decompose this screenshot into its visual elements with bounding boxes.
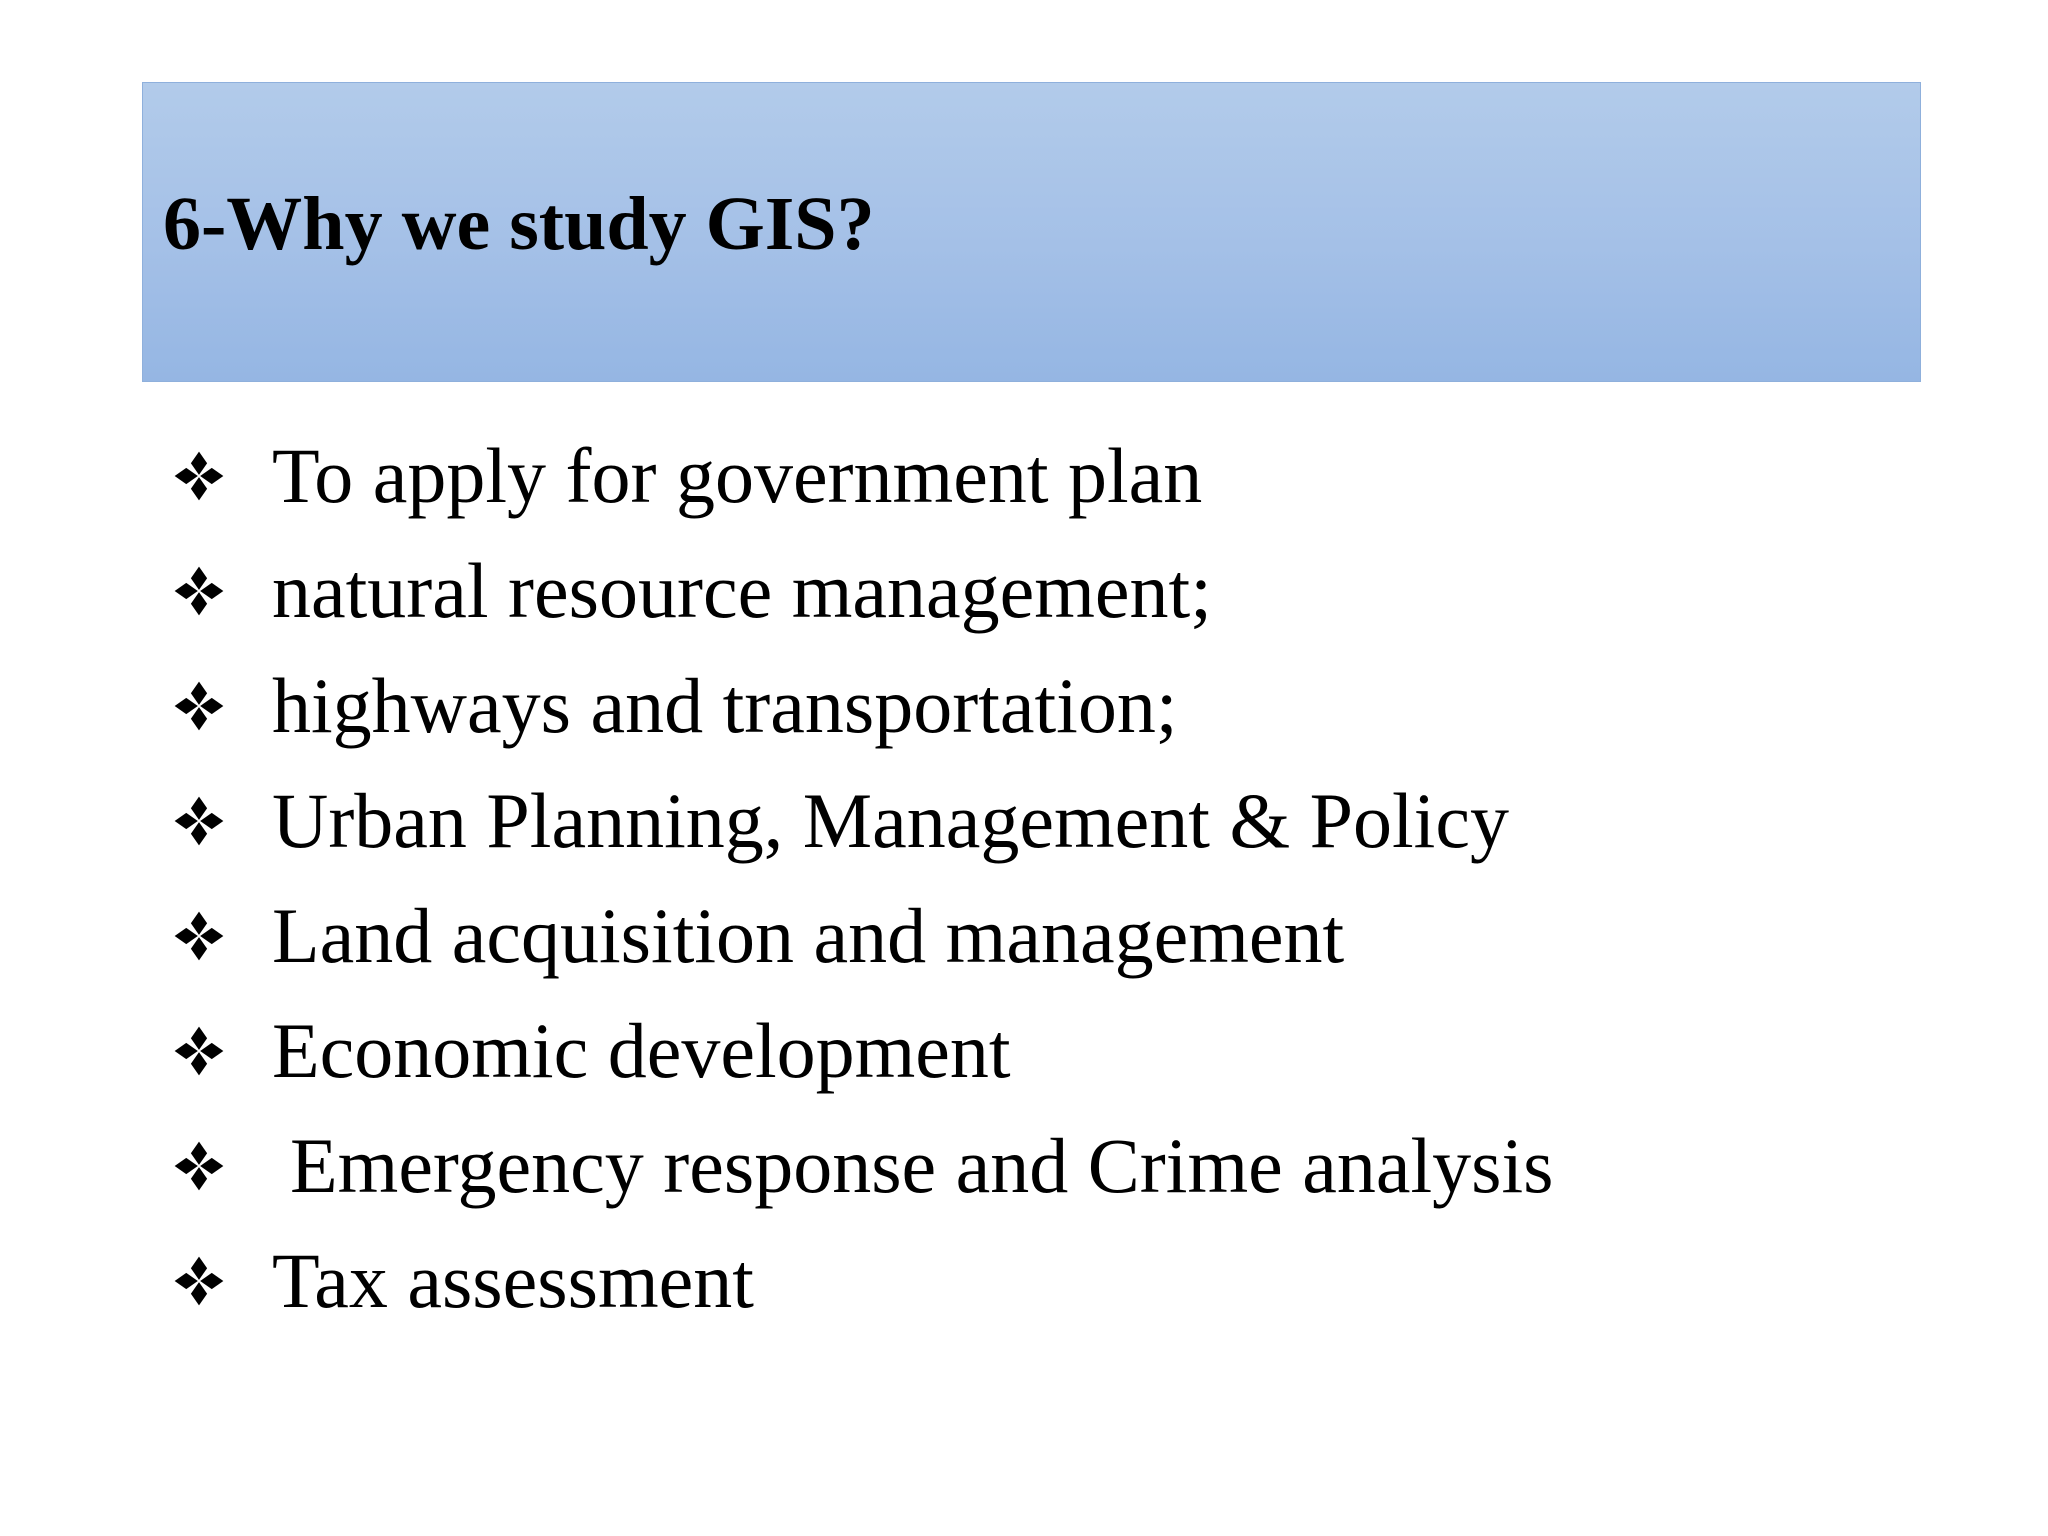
four-diamond-bullet-icon xyxy=(170,562,228,620)
list-item xyxy=(170,418,1554,533)
four-diamond-bullet-icon xyxy=(170,907,228,965)
four-diamond-bullet-icon xyxy=(170,1252,228,1310)
four-diamond-bullet-icon xyxy=(170,677,228,735)
bullet-list xyxy=(170,418,1554,1338)
title-box xyxy=(142,82,1921,382)
four-diamond-bullet-icon xyxy=(170,1137,228,1195)
list-item xyxy=(170,763,1554,878)
slide-title: 6-Why we study GIS? xyxy=(163,182,875,266)
bullet-text: Tax assessment xyxy=(272,1236,754,1324)
bullet-text: Emergency response and Crime analysis xyxy=(290,1121,1554,1209)
list-item xyxy=(170,993,1554,1108)
bullet-text: natural resource management; xyxy=(272,546,1212,634)
four-diamond-bullet-icon xyxy=(170,792,228,850)
list-item xyxy=(170,648,1554,763)
four-diamond-bullet-icon xyxy=(170,447,228,505)
four-diamond-bullet-icon xyxy=(170,1022,228,1080)
list-item xyxy=(170,1108,1554,1223)
bullet-text: highways and transportation; xyxy=(272,661,1178,749)
bullet-text: Land acquisition and management xyxy=(272,891,1345,979)
list-item xyxy=(170,533,1554,648)
list-item xyxy=(170,1223,1554,1338)
bullet-text: Urban Planning, Management & Policy xyxy=(272,776,1509,864)
bullet-text: Economic development xyxy=(272,1006,1011,1094)
list-item xyxy=(170,878,1554,993)
bullet-text: To apply for government plan xyxy=(272,431,1203,519)
